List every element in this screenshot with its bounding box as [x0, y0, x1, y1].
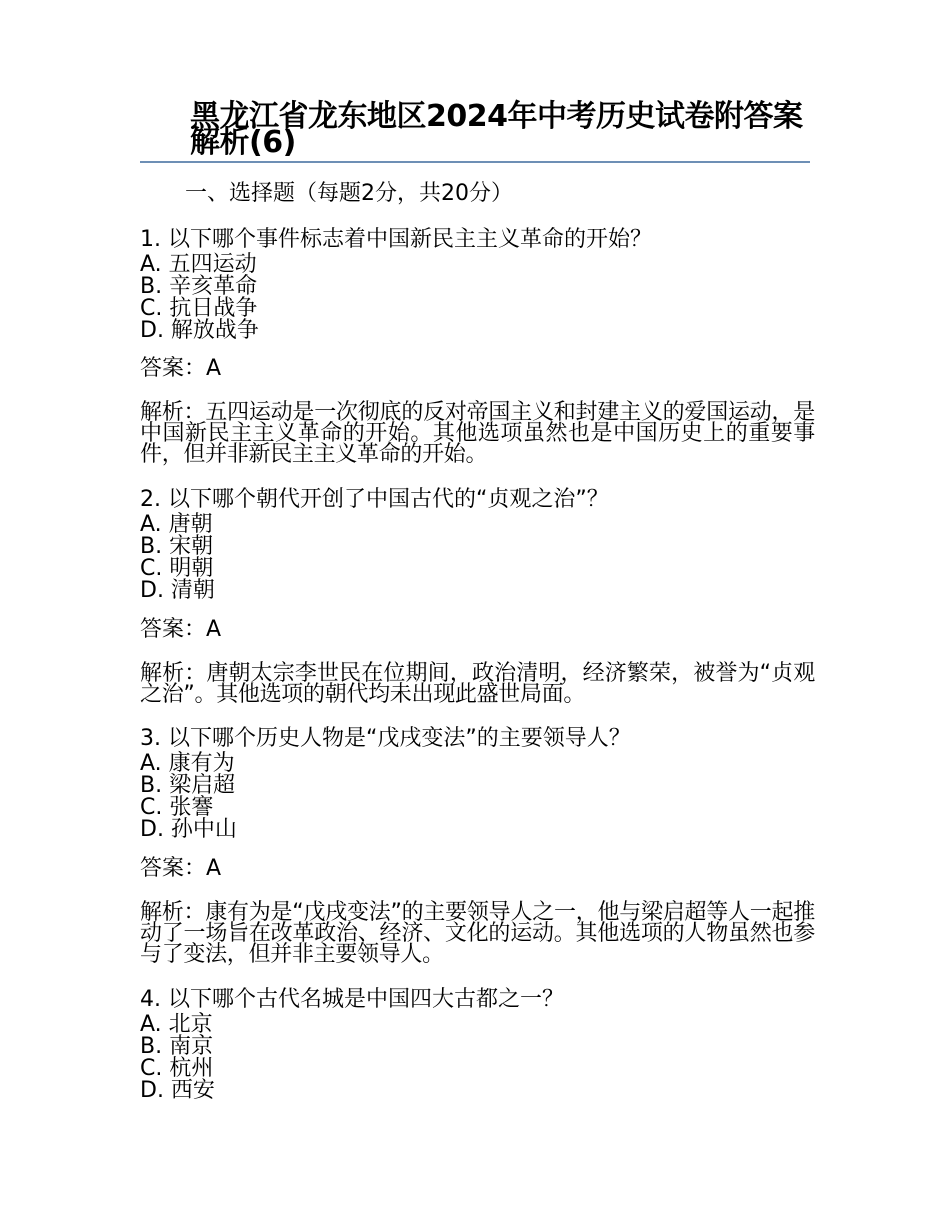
- option-c: C. 明朝: [140, 556, 214, 581]
- option-b: B. 梁启超: [140, 773, 236, 798]
- question-stem: 2. 以下哪个朝代开创了中国古代的“贞观之治”？: [140, 487, 609, 512]
- document-title: 黑龙江省龙东地区2024年中考历史试卷附答案解析(6): [190, 99, 803, 160]
- option-b: B. 南京: [140, 1034, 214, 1059]
- option-a: A. 北京: [140, 1012, 213, 1037]
- title-underline: [140, 161, 810, 163]
- answer-2: 答案：A: [140, 617, 222, 642]
- question-2: [140, 486, 820, 602]
- option-d: D. 孙中山: [140, 817, 237, 842]
- analysis-1: 解析：五四运动是一次彻底的反对帝国主义和封建主义的爱国运动，是中国新民主主义革命的开始。其他选项虽然也是中国历史上的重要事件，但并非新民主主义革命的开始。: [140, 400, 815, 467]
- question-stem: 4. 以下哪个古代名城是中国四大古都之一？: [140, 987, 564, 1012]
- analysis-2: 解析：唐朝太宗李世民在位期间，政治清明，经济繁荣，被誉为“贞观之治”。其他选项的朝代均未出现此盛世局面。: [140, 661, 815, 707]
- option-d: D. 清朝: [140, 578, 215, 603]
- option-c: C. 张謇: [140, 795, 214, 820]
- option-a: A. 康有为: [140, 751, 235, 776]
- section-heading: 一、选择题（每题2分，共20分）: [185, 181, 513, 206]
- question-stem: 1. 以下哪个事件标志着中国新民主主义革命的开始？: [140, 227, 652, 252]
- option-c: C. 抗日战争: [140, 296, 258, 321]
- answer-3: 答案：A: [140, 856, 222, 881]
- option-d: D. 西安: [140, 1078, 215, 1103]
- option-b: B. 辛亥革命: [140, 274, 258, 299]
- option-d: D. 解放战争: [140, 318, 259, 343]
- option-a: A. 五四运动: [140, 252, 257, 277]
- option-c: C. 杭州: [140, 1056, 214, 1081]
- answer-1: 答案：A: [140, 356, 222, 381]
- option-b: B. 宋朝: [140, 534, 214, 559]
- option-a: A. 唐朝: [140, 512, 213, 537]
- question-1: [140, 226, 820, 342]
- question-3: [140, 725, 820, 841]
- question-stem: 3. 以下哪个历史人物是“戊戌变法”的主要领导人？: [140, 726, 631, 751]
- analysis-3: 解析：康有为是“戊戌变法”的主要领导人之一，他与梁启超等人一起推动了一场旨在改革政治、经济、文化的运动。其他选项的人物虽然也参与了变法，但并非主要领导人。: [140, 900, 815, 967]
- question-4: [140, 986, 820, 1102]
